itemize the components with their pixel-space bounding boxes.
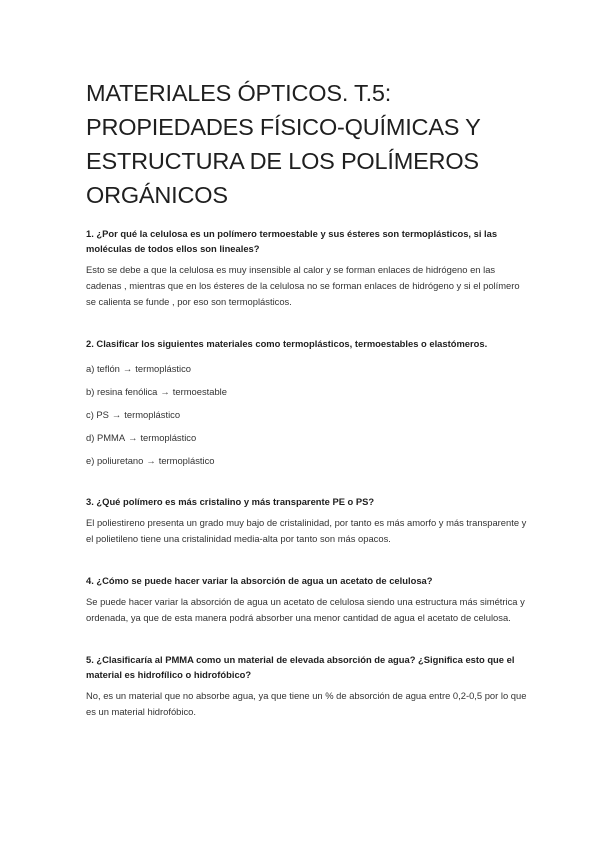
list-item	[86, 453, 529, 468]
item-label: a) teflón	[86, 363, 120, 374]
question-1: 1. ¿Por qué la celulosa es un polímero termoestable y sus ésteres son termoplásticos, si las moléculas de todos ellos son lineales?	[86, 228, 498, 254]
item-value: termoestable	[172, 386, 227, 397]
question-2: 2. Clasificar los siguientes materiales como termoplásticos, termoestables o elastómeros.	[86, 338, 488, 349]
document-title	[86, 76, 529, 212]
arrow-icon: →	[160, 386, 170, 397]
answer-5: No, es un material que no absorbe agua, ya que tiene un % de absorción de agua entre 0,2-0,5 por lo que es un material hidrofóbico.	[86, 690, 527, 717]
item-label: d) PMMA	[86, 432, 126, 443]
item-value: termoplástico	[140, 432, 197, 443]
arrow-icon: →	[146, 455, 156, 466]
arrow-icon: →	[122, 363, 133, 374]
question-1-section	[86, 226, 529, 310]
list-item	[86, 361, 529, 376]
question-2-section	[86, 336, 529, 468]
title-line-4: ORGÁNICOS	[86, 182, 228, 208]
item-value: termoplástico	[124, 409, 181, 420]
question-3-section	[86, 494, 529, 547]
question-4: 4. ¿Cómo se puede hacer variar la absorción de agua un acetato de celulosa?	[86, 575, 433, 586]
item-label: c) PS	[86, 409, 109, 420]
title-line-3: ESTRUCTURA DE LOS POLÍMEROS	[86, 148, 479, 174]
item-label: b) resina fenólica	[86, 386, 158, 397]
question-3: 3. ¿Qué polímero es más cristalino y más transparente PE o PS?	[86, 496, 375, 507]
item-value: termoplástico	[158, 455, 215, 466]
list-item	[86, 384, 529, 399]
arrow-icon: →	[111, 409, 122, 420]
answer-4: Se puede hacer variar la absorción de agua un acetato de celulosa siendo una estructura más simétrica y ordenada, ya que de esta manera podrá absorber una menor cantidad de agua el acetato de celulosa.	[86, 596, 525, 623]
question-4-section	[86, 573, 529, 626]
answer-3: El poliestireno presenta un grado muy bajo de cristalinidad, por tanto es más amorfo y más transparente y el polietileno tiene una cristalinidad media-alta por tanto son más opacos.	[86, 517, 527, 544]
question-5: 5. ¿Clasificaría al PMMA como un material de elevada absorción de agua? ¿Significa esto que el material es hidrofílico o hidrofóbico?	[86, 654, 515, 680]
question-5-section	[86, 652, 529, 720]
answer-1: Esto se debe a que la celulosa es muy insensible al calor y se forman enlaces de hidrógeno en las cadenas , mientras que en los ésteres de la celulosa no se forman enlaces de hidrógeno y si el polímero se calienta se funde , por eso son termoplásticos.	[86, 264, 520, 307]
item-value: termoplástico	[135, 363, 192, 374]
title-line-1: MATERIALES ÓPTICOS. T.5:	[86, 80, 392, 106]
list-item	[86, 430, 529, 445]
title-line-2: PROPIEDADES FÍSICO-QUÍMICAS Y	[86, 114, 481, 140]
item-label: e) poliuretano	[86, 455, 144, 466]
list-item	[86, 407, 529, 422]
arrow-icon: →	[128, 432, 138, 443]
